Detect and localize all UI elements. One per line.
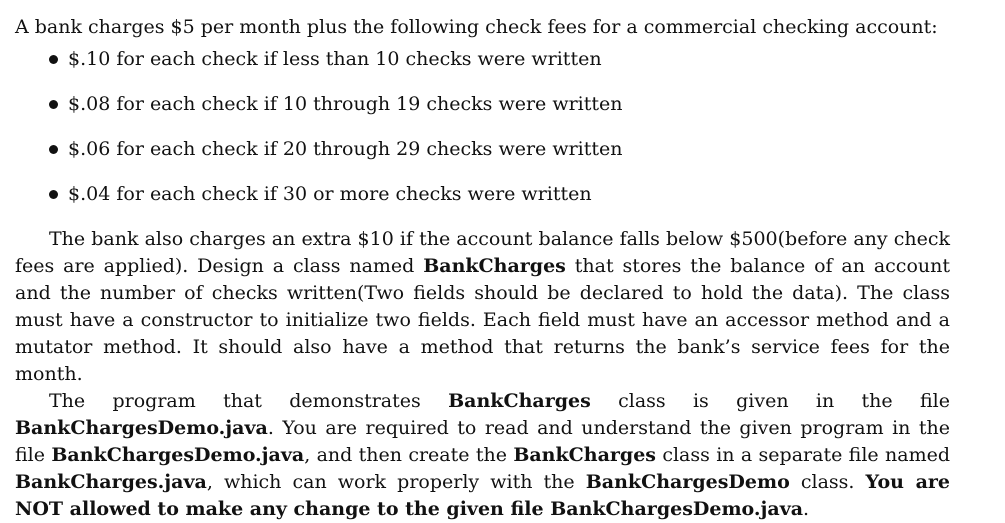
para2-text-i: class in a separate file named [656,444,950,466]
intro-text: A bank charges $5 per month plus the following check fees for a commercial checking account: [15,16,938,38]
bullet-icon [49,190,58,199]
fee-item [15,181,950,226]
para2-text-m: class. [789,471,866,493]
file-name-bankcharges: BankCharges.java [15,471,207,493]
para2-text-k: , which can work properly with the [206,471,586,493]
class-name-demo: BankChargesDemo [585,471,790,493]
paragraph-demo-program [15,388,950,523]
file-name-demo: BankChargesDemo.java [15,417,268,439]
para2-text-e: . You are required to read and understand the given program in the file [15,417,950,466]
fee-item-text: $.10 for each check if less than 10 checks were written [68,48,602,70]
fee-item-text: $.04 for each check if 30 or more checks were written [68,183,592,205]
fee-list [15,46,950,226]
bullet-icon [49,100,58,109]
fee-item [15,46,950,91]
bullet-icon [49,55,58,64]
class-name-bankcharges: BankCharges [423,255,566,277]
para2-text-a: The program that demonstrates [49,390,449,412]
bullet-icon [49,145,58,154]
class-name-bankcharges: BankCharges [513,444,656,466]
para1-text-c: that stores the balance of an account and the number of checks written(Two fields should be declared to hold the data). The class must have a constructor to initialize two fields. Each field must have an accessor method and a mutator method. It should also have a method that returns the bank’s service fees for the month. [15,255,950,385]
document-page [15,14,950,523]
class-name-bankcharges: BankCharges [448,390,591,412]
para2-text-g: , and then create the [304,444,514,466]
paragraph-bank-charges [15,226,950,388]
para2-text-o: . [803,498,810,520]
para1-text-a: The bank also charges an extra $10 if the account balance falls below $500(before any check fees are applied). Design a class named [15,228,950,277]
para2-text-c: class is given in the file [590,390,950,412]
fee-item [15,136,950,181]
fee-item-text: $.08 for each check if 10 through 19 checks were written [68,93,623,115]
warning-text: You are NOT allowed to make any change to the given file BankChargesDemo.java [15,471,950,520]
fee-item [15,91,950,136]
fee-item-text: $.06 for each check if 20 through 29 checks were written [68,138,623,160]
file-name-demo: BankChargesDemo.java [51,444,305,466]
